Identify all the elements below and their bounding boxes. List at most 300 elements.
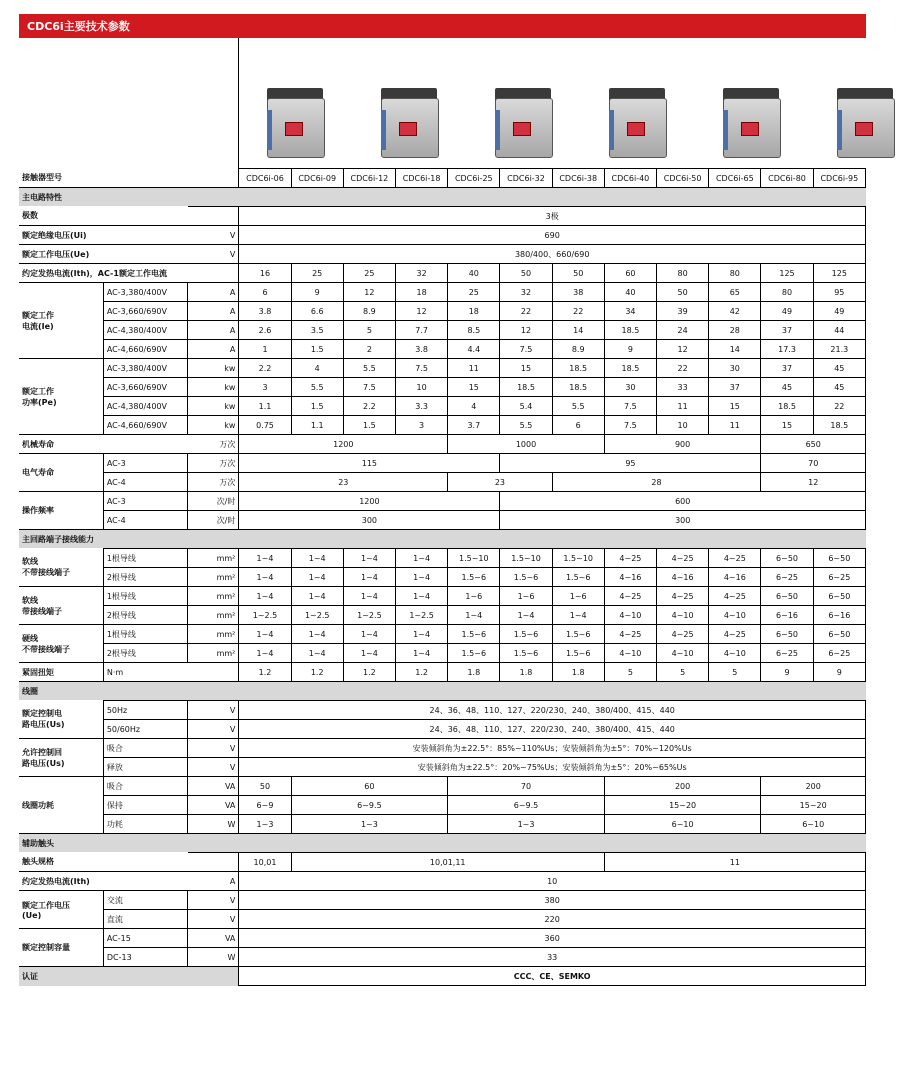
unit-cell: mm² (188, 587, 239, 606)
group-label: 额定工作电压 (Ue) (19, 891, 103, 929)
table-row (19, 359, 866, 378)
unit-cell: kw (188, 378, 239, 397)
value-cell: 25 (291, 264, 343, 283)
value-cell: 1.5~10 (448, 549, 500, 568)
value-cell: 1.1 (239, 397, 291, 416)
value-cell: 24 (657, 321, 709, 340)
row-label: 极数 (19, 207, 188, 226)
sub-label: 1根导线 (103, 625, 187, 644)
value-cell: 6~50 (813, 625, 865, 644)
value-cell: 1~4 (291, 587, 343, 606)
value-cell: 4~25 (657, 587, 709, 606)
value-cell: 2.2 (343, 397, 395, 416)
section-row (19, 530, 866, 549)
row-label: 机械寿命 (19, 435, 188, 454)
value-cell: 4~16 (604, 568, 656, 587)
value-cell: 300 (239, 511, 500, 530)
value-cell: 70 (761, 454, 866, 473)
value-cell: 1~4 (291, 625, 343, 644)
unit-cell: V (188, 910, 239, 929)
value-cell: 5.5 (552, 397, 604, 416)
table-row (19, 948, 866, 967)
value-cell: 125 (761, 264, 813, 283)
value-cell: 4~25 (709, 625, 761, 644)
value-cell: 22 (813, 397, 865, 416)
sub-label: AC-3 (103, 492, 187, 511)
title-bar (19, 14, 866, 38)
value-cell: 1~3 (448, 815, 605, 834)
unit-cell: V (188, 739, 239, 758)
value-cell: 1~4 (396, 587, 448, 606)
value-cell: 7.5 (396, 359, 448, 378)
value-cell: 15 (761, 416, 813, 435)
value-cell: 30 (709, 359, 761, 378)
value-cell: 3.5 (291, 321, 343, 340)
value-cell: 1.5~6 (500, 644, 552, 663)
value-cell: 4 (448, 397, 500, 416)
value-cell: 6 (239, 283, 291, 302)
value-cell: 220 (239, 910, 866, 929)
table-row (19, 815, 866, 834)
sub-label: 功耗 (103, 815, 187, 834)
value-cell: 18.5 (552, 359, 604, 378)
value-cell: 32 (396, 264, 448, 283)
value-cell: 1~2.5 (291, 606, 343, 625)
sub-label: 释放 (103, 758, 187, 777)
value-cell: 1~4 (396, 644, 448, 663)
value-cell: 1~4 (239, 549, 291, 568)
section-label: 辅助触头 (19, 834, 866, 853)
unit-cell: 万次 (188, 473, 239, 492)
value-cell: 2 (343, 340, 395, 359)
unit-cell: kw (188, 416, 239, 435)
sub-label: AC-4,380/400V (103, 397, 187, 416)
value-cell: 28 (552, 473, 761, 492)
group-label: 额定控制电 路电压(Us) (19, 701, 103, 739)
unit-cell: V (188, 758, 239, 777)
value-cell: 600 (500, 492, 866, 511)
value-cell: 40 (448, 264, 500, 283)
row-label: 约定发热电流(Ith) (19, 872, 188, 891)
group-label: 线圈功耗 (19, 777, 103, 834)
sub-label: 吸合 (103, 777, 187, 796)
table-row (19, 416, 866, 435)
value-cell: 1.5~6 (448, 644, 500, 663)
unit-cell: kw (188, 359, 239, 378)
value-cell: 1~4 (500, 606, 552, 625)
value-cell: 6~50 (813, 587, 865, 606)
value-cell: 1 (239, 340, 291, 359)
value-cell: 1~4 (448, 606, 500, 625)
value-cell: 32 (500, 283, 552, 302)
table-row (19, 568, 866, 587)
value-cell: 1.5~6 (500, 568, 552, 587)
value-cell: 4~25 (604, 549, 656, 568)
value-cell: 28 (709, 321, 761, 340)
value-cell: 7.5 (500, 340, 552, 359)
table-row (19, 720, 866, 739)
value-cell: 23 (239, 473, 448, 492)
row-label: 额定绝缘电压(Ui) (19, 226, 188, 245)
contactor-image (829, 88, 900, 168)
value-cell: 3极 (239, 207, 866, 226)
value-cell: 安装倾斜角为±22.5°：85%~110%Us；安装倾斜角为±5°：70%~120%Us (239, 739, 866, 758)
value-cell: 18.5 (761, 397, 813, 416)
value-cell: 4 (291, 359, 343, 378)
value-cell: 1~4 (396, 568, 448, 587)
group-label: 软线 带接线端子 (19, 587, 103, 625)
value-cell: 22 (657, 359, 709, 378)
value-cell: CCC、CE、SEMKO (239, 967, 866, 986)
value-cell: 34 (604, 302, 656, 321)
value-cell: 6~16 (761, 606, 813, 625)
value-cell: 30 (604, 378, 656, 397)
value-cell: 1.2 (239, 663, 291, 682)
value-cell: 14 (709, 340, 761, 359)
value-cell: 6~50 (813, 549, 865, 568)
unit-cell: 次/时 (188, 492, 239, 511)
value-cell: 12 (396, 302, 448, 321)
value-cell: 12 (761, 473, 866, 492)
value-cell: 15~20 (761, 796, 866, 815)
value-cell: 6~10 (761, 815, 866, 834)
section-row (19, 682, 866, 701)
value-cell: 60 (291, 777, 448, 796)
table-row (19, 853, 866, 872)
value-cell: 1.1 (291, 416, 343, 435)
value-cell: 37 (761, 359, 813, 378)
model-cell: CDC6i-95 (813, 169, 865, 188)
value-cell: 200 (761, 777, 866, 796)
value-cell: 115 (239, 454, 500, 473)
value-cell: 5.5 (343, 359, 395, 378)
unit-cell: A (188, 321, 239, 340)
model-cell: CDC6i-32 (500, 169, 552, 188)
value-cell: 6 (552, 416, 604, 435)
unit-cell: VA (188, 777, 239, 796)
value-cell: 45 (761, 378, 813, 397)
group-label: 额定控制容量 (19, 929, 103, 967)
value-cell: 7.5 (343, 378, 395, 397)
value-cell: 4~10 (709, 644, 761, 663)
value-cell: 4~16 (657, 568, 709, 587)
sub-label: AC-3 (103, 454, 187, 473)
table-row (19, 454, 866, 473)
table-row (19, 226, 866, 245)
value-cell: 50 (552, 264, 604, 283)
table-row (19, 511, 866, 530)
model-cell: CDC6i-50 (657, 169, 709, 188)
value-cell: 1.8 (500, 663, 552, 682)
sub-label: DC-13 (103, 948, 187, 967)
value-cell: 1~4 (343, 587, 395, 606)
sub-label: 直流 (103, 910, 187, 929)
table-row (19, 245, 866, 264)
value-cell: 4~10 (657, 644, 709, 663)
row-label: 额定工作电压(Ue) (19, 245, 188, 264)
value-cell: 25 (343, 264, 395, 283)
model-cell: CDC6i-80 (761, 169, 813, 188)
value-cell: 10 (657, 416, 709, 435)
value-cell: 6~50 (761, 587, 813, 606)
value-cell: 1~2.5 (343, 606, 395, 625)
value-cell: 4~25 (657, 549, 709, 568)
unit-cell: mm² (188, 568, 239, 587)
sub-label: AC-4,660/690V (103, 340, 187, 359)
value-cell: 1~3 (291, 815, 448, 834)
value-cell: 1.5 (291, 397, 343, 416)
sub-label: AC-4 (103, 473, 187, 492)
value-cell: 4~25 (709, 549, 761, 568)
value-cell: 8.9 (343, 302, 395, 321)
value-cell: 37 (761, 321, 813, 340)
value-cell: 9 (813, 663, 865, 682)
value-cell: 0.75 (239, 416, 291, 435)
unit-cell: kw (188, 397, 239, 416)
model-cell: CDC6i-09 (291, 169, 343, 188)
value-cell: 50 (657, 283, 709, 302)
value-cell: 50 (500, 264, 552, 283)
sub-label: AC-4,380/400V (103, 321, 187, 340)
value-cell: 3.7 (448, 416, 500, 435)
value-cell: 80 (761, 283, 813, 302)
unit-cell: 次/时 (188, 511, 239, 530)
value-cell: 1200 (239, 435, 448, 454)
table-row (19, 910, 866, 929)
unit-cell: 万次 (188, 435, 239, 454)
unit-cell: A (188, 340, 239, 359)
value-cell: 6~25 (813, 568, 865, 587)
value-cell: 380/400、660/690 (239, 245, 866, 264)
value-cell: 11 (604, 853, 865, 872)
value-cell: 4~25 (657, 625, 709, 644)
value-cell: 8.5 (448, 321, 500, 340)
value-cell: 6~9 (239, 796, 291, 815)
value-cell: 1~2.5 (396, 606, 448, 625)
table-row (19, 340, 866, 359)
model-cell: CDC6i-25 (448, 169, 500, 188)
model-cell: CDC6i-06 (239, 169, 291, 188)
value-cell: 22 (500, 302, 552, 321)
unit-cell: A (188, 872, 239, 891)
value-cell: 70 (448, 777, 605, 796)
value-cell: 60 (604, 264, 656, 283)
unit-cell: A (188, 283, 239, 302)
value-cell: 11 (657, 397, 709, 416)
value-cell: 安装倾斜角为±22.5°：20%~75%Us；安装倾斜角为±5°：20%~65%Us (239, 758, 866, 777)
value-cell: 21.3 (813, 340, 865, 359)
model-cell: CDC6i-65 (709, 169, 761, 188)
value-cell: 1~4 (239, 625, 291, 644)
value-cell: 6~10 (604, 815, 761, 834)
value-cell: 4~10 (709, 606, 761, 625)
value-cell: 45 (813, 359, 865, 378)
value-cell: 10,01,11 (291, 853, 604, 872)
model-cell: CDC6i-18 (396, 169, 448, 188)
unit-cell: W (188, 815, 239, 834)
table-row (19, 777, 866, 796)
value-cell: 15 (500, 359, 552, 378)
value-cell: 1.5 (343, 416, 395, 435)
value-cell: 1.8 (552, 663, 604, 682)
value-cell: 95 (813, 283, 865, 302)
product-images (238, 38, 867, 168)
section-row (19, 967, 866, 986)
value-cell: 1.8 (448, 663, 500, 682)
group-label: 允许控制回 路电压(Us) (19, 739, 103, 777)
table-row (19, 378, 866, 397)
value-cell: 7.5 (604, 416, 656, 435)
value-cell: 12 (657, 340, 709, 359)
value-cell: 300 (500, 511, 866, 530)
section-label: 主电路特性 (19, 188, 866, 207)
table-row (19, 701, 866, 720)
unit-cell: V (188, 720, 239, 739)
value-cell: 4~16 (709, 568, 761, 587)
unit-cell: W (188, 948, 239, 967)
value-cell: 125 (813, 264, 865, 283)
group-label: 软线 不带接线端子 (19, 549, 103, 587)
value-cell: 1.5 (291, 340, 343, 359)
section-row (19, 834, 866, 853)
value-cell: 1~4 (239, 644, 291, 663)
table-row (19, 492, 866, 511)
value-cell: 10 (396, 378, 448, 397)
value-cell: 12 (343, 283, 395, 302)
value-cell: 900 (604, 435, 761, 454)
sub-label: 2根导线 (103, 606, 187, 625)
value-cell: 4~25 (604, 625, 656, 644)
value-cell: 4~25 (604, 587, 656, 606)
table-row (19, 739, 866, 758)
unit-cell: A (188, 302, 239, 321)
table-row (19, 321, 866, 340)
row-label: 触头规格 (19, 853, 188, 872)
section-label: 线圈 (19, 682, 866, 701)
value-cell: 200 (604, 777, 761, 796)
value-cell: 1.5~6 (448, 625, 500, 644)
table-row (19, 397, 866, 416)
table-row (19, 169, 866, 188)
sub-label: N·m (103, 663, 239, 682)
value-cell: 18 (396, 283, 448, 302)
value-cell: 6~16 (813, 606, 865, 625)
value-cell: 1~4 (291, 644, 343, 663)
value-cell: 4.4 (448, 340, 500, 359)
value-cell: 6~25 (761, 644, 813, 663)
value-cell: 16 (239, 264, 291, 283)
value-cell: 80 (709, 264, 761, 283)
value-cell: 5 (709, 663, 761, 682)
value-cell: 39 (657, 302, 709, 321)
contactor-image (601, 88, 675, 168)
value-cell: 360 (239, 929, 866, 948)
value-cell: 4~10 (604, 606, 656, 625)
unit-cell (188, 264, 239, 283)
unit-cell (188, 853, 239, 872)
value-cell: 1~3 (239, 815, 291, 834)
unit-cell: mm² (188, 625, 239, 644)
model-cell: CDC6i-40 (604, 169, 656, 188)
value-cell: 9 (761, 663, 813, 682)
page-title: CDC6i主要技术参数 (27, 20, 130, 33)
value-cell: 1~4 (396, 625, 448, 644)
sub-label: 交流 (103, 891, 187, 910)
section-label: 认证 (19, 967, 239, 986)
value-cell: 1~4 (343, 625, 395, 644)
contactor-image (487, 88, 561, 168)
value-cell: 4~25 (709, 587, 761, 606)
sub-label: 50Hz (103, 701, 187, 720)
sub-label: AC-3,380/400V (103, 283, 187, 302)
contactor-image (259, 88, 333, 168)
row-label: 紧固扭矩 (19, 663, 103, 682)
value-cell: 24、36、48、110、127、220/230、240、380/400、415、440 (239, 720, 866, 739)
value-cell: 49 (761, 302, 813, 321)
value-cell: 33 (657, 378, 709, 397)
value-cell: 1~6 (500, 587, 552, 606)
value-cell: 8.9 (552, 340, 604, 359)
value-cell: 1200 (239, 492, 500, 511)
value-cell: 42 (709, 302, 761, 321)
unit-cell: V (188, 891, 239, 910)
value-cell: 5 (343, 321, 395, 340)
sub-label: 吸合 (103, 739, 187, 758)
contactor-image (715, 88, 789, 168)
value-cell: 6.6 (291, 302, 343, 321)
table-row (19, 758, 866, 777)
table-row (19, 872, 866, 891)
value-cell: 6~25 (813, 644, 865, 663)
value-cell: 2.2 (239, 359, 291, 378)
value-cell: 2.6 (239, 321, 291, 340)
value-cell: 11 (448, 359, 500, 378)
value-cell: 10 (239, 872, 866, 891)
value-cell: 24、36、48、110、127、220/230、240、380/400、415、440 (239, 701, 866, 720)
value-cell: 22 (552, 302, 604, 321)
value-cell: 1~4 (343, 644, 395, 663)
value-cell: 18.5 (552, 378, 604, 397)
table-row (19, 207, 866, 226)
table-row (19, 929, 866, 948)
value-cell: 18.5 (500, 378, 552, 397)
group-label: 硬线 不带接线端子 (19, 625, 103, 663)
value-cell: 45 (813, 378, 865, 397)
value-cell: 33 (239, 948, 866, 967)
value-cell: 3 (396, 416, 448, 435)
value-cell: 49 (813, 302, 865, 321)
value-cell: 1.5~6 (500, 625, 552, 644)
value-cell: 1~4 (291, 549, 343, 568)
value-cell: 1.5~10 (500, 549, 552, 568)
sub-label: 2根导线 (103, 644, 187, 663)
unit-cell: VA (188, 929, 239, 948)
value-cell: 11 (709, 416, 761, 435)
spec-table (19, 168, 866, 986)
row-label: 约定发热电流(Ith)，AC-1额定工作电流 (19, 264, 188, 283)
value-cell: 1~6 (552, 587, 604, 606)
value-cell: 6~25 (761, 568, 813, 587)
value-cell: 37 (709, 378, 761, 397)
unit-cell: V (188, 226, 239, 245)
table-row (19, 796, 866, 815)
value-cell: 3.8 (239, 302, 291, 321)
value-cell: 3.8 (396, 340, 448, 359)
unit-cell: V (188, 701, 239, 720)
value-cell: 5.5 (500, 416, 552, 435)
value-cell: 6~9.5 (291, 796, 448, 815)
value-cell: 6~9.5 (448, 796, 605, 815)
